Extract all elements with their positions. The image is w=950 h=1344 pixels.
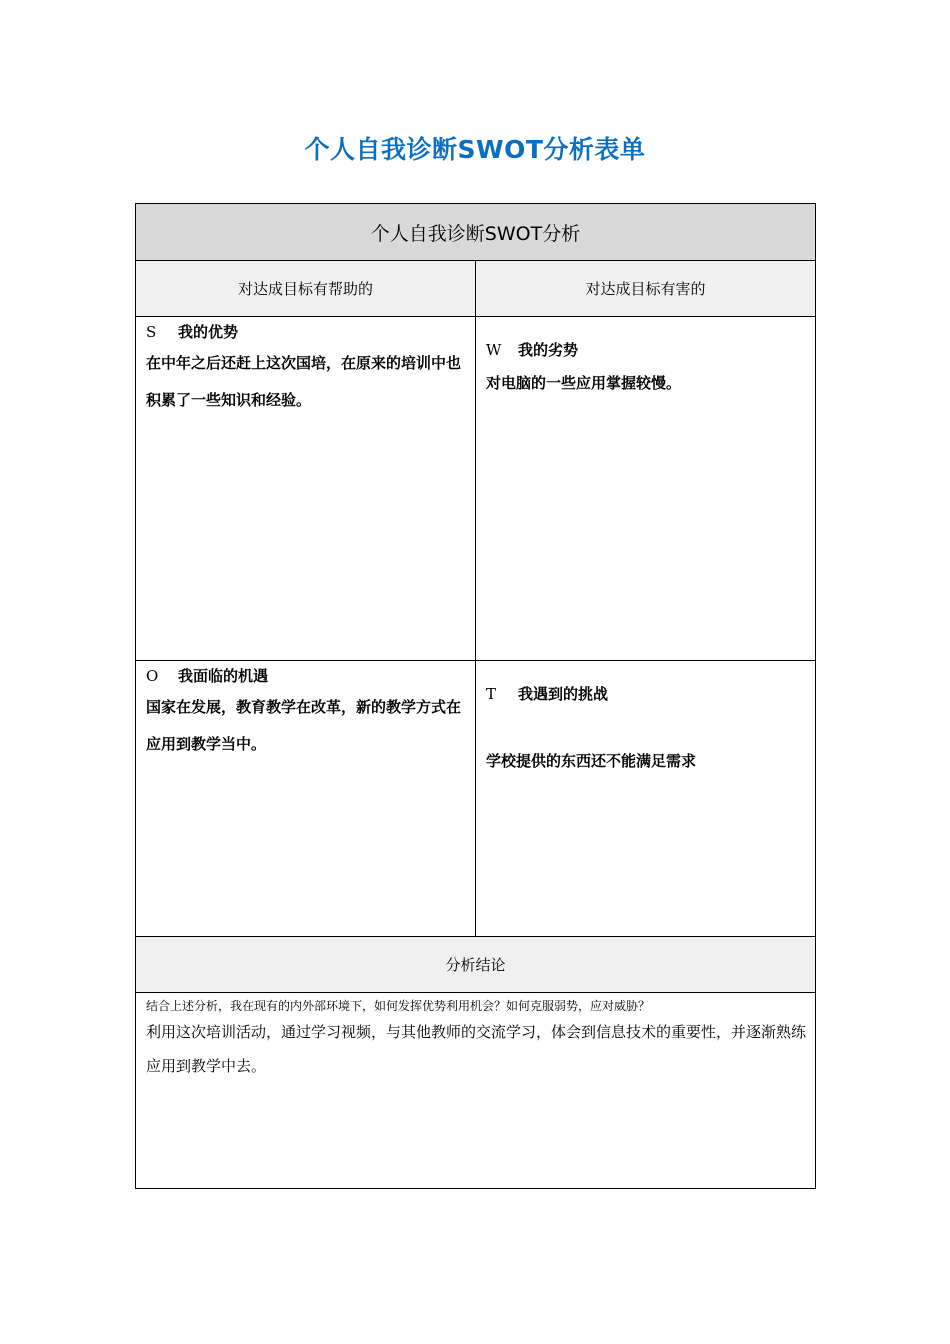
table-header: 个人自我诊断SWOT分析 bbox=[136, 204, 816, 261]
swot-table bbox=[135, 203, 816, 1189]
threats-heading-text: 我遇到的挑战 bbox=[518, 685, 609, 703]
document-title: 个人自我诊断SWOT分析表单 bbox=[304, 135, 646, 164]
weaknesses-heading bbox=[486, 339, 578, 360]
weaknesses-text: 对电脑的一些应用掌握较慢。 bbox=[486, 374, 682, 392]
weaknesses-cell bbox=[476, 317, 816, 661]
conclusion-header: 分析结论 bbox=[136, 937, 816, 993]
conclusion-text: 利用这次培训活动，通过学习视频，与其他教师的交流学习，体会到信息技术的重要性，并逐渐熟练应用到教学中去。 bbox=[146, 1023, 807, 1075]
helpful-header: 对达成目标有帮助的 bbox=[136, 261, 476, 317]
threats-cell bbox=[476, 661, 816, 937]
strengths-letter: S bbox=[146, 323, 157, 341]
strengths-heading-text: 我的优势 bbox=[178, 323, 239, 341]
opportunities-letter: O bbox=[146, 667, 159, 685]
threats-heading bbox=[486, 683, 608, 704]
opportunities-heading-text: 我面临的机遇 bbox=[178, 667, 269, 685]
threats-text: 学校提供的东西还不能满足需求 bbox=[486, 752, 697, 770]
weaknesses-letter: W bbox=[486, 341, 502, 359]
opportunities-cell bbox=[136, 661, 476, 937]
conclusion-cell bbox=[136, 993, 816, 1189]
strengths-cell bbox=[136, 317, 476, 661]
opportunities-heading bbox=[146, 665, 268, 686]
strengths-text: 在中年之后还赶上这次国培，在原来的培训中也积累了一些知识和经验。 bbox=[146, 354, 462, 409]
strengths-heading bbox=[146, 321, 238, 342]
opportunities-text: 国家在发展，教育教学在改革，新的教学方式在应用到教学当中。 bbox=[146, 698, 462, 753]
weaknesses-heading-text: 我的劣势 bbox=[518, 341, 579, 359]
conclusion-prompt: 结合上述分析，我在现有的内外部环境下，如何发挥优势利用机会？如何克服弱势，应对威胁？ bbox=[146, 999, 651, 1013]
harmful-header: 对达成目标有害的 bbox=[476, 261, 816, 317]
threats-letter: T bbox=[486, 685, 497, 703]
